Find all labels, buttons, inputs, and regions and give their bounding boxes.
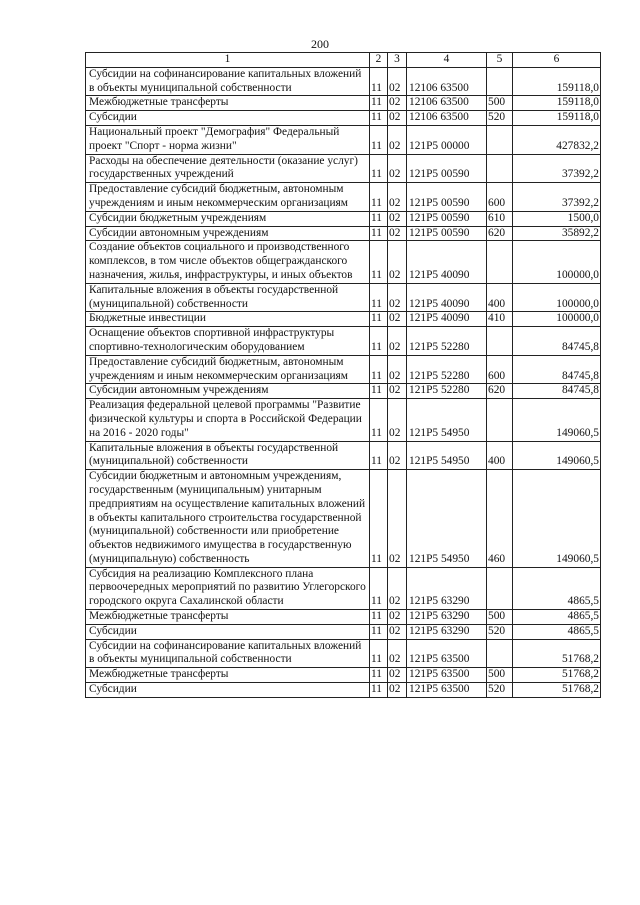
- table-row: [86, 327, 601, 356]
- row-target-code: 121P5 40090: [407, 283, 487, 312]
- row-expense-type: [487, 567, 513, 609]
- table-row: [86, 67, 601, 96]
- row-target-code: 121P5 00000: [407, 125, 487, 154]
- row-subsection: 02: [388, 355, 407, 384]
- row-subsection: 02: [388, 111, 407, 126]
- header-col-amount: 6: [513, 53, 601, 68]
- row-amount: 4865,5: [513, 624, 601, 639]
- row-target-code: 121P5 63500: [407, 683, 487, 698]
- row-target-code: 121P5 52280: [407, 327, 487, 356]
- row-amount: 4865,5: [513, 567, 601, 609]
- row-expense-type: 410: [487, 312, 513, 327]
- row-section: 11: [370, 327, 388, 356]
- row-subsection: 02: [388, 639, 407, 668]
- row-section: 11: [370, 283, 388, 312]
- table-row: [86, 111, 601, 126]
- row-name: Предоставление субсидий бюджетным, автономным учреждениям и иным некоммерческим организациям: [86, 355, 370, 384]
- row-subsection: 02: [388, 683, 407, 698]
- row-target-code: 121P5 63500: [407, 668, 487, 683]
- row-section: 11: [370, 624, 388, 639]
- table-row: [86, 399, 601, 441]
- row-name: Субсидии бюджетным и автономным учреждениям, государственным (муниципальным) унитарным предприятиям на осуществление капитальных вложений в объекты капитального строительства государственной (муниципальной) собственности или приобретение объектов недвижимого имущества в государственную (муниципальную) собственность: [86, 470, 370, 568]
- row-subsection: 02: [388, 441, 407, 470]
- row-section: 11: [370, 241, 388, 283]
- table-row: [86, 441, 601, 470]
- row-expense-type: 500: [487, 96, 513, 111]
- row-section: 11: [370, 470, 388, 568]
- budget-table: [85, 52, 601, 698]
- table-row: [86, 355, 601, 384]
- row-amount: 427832,2: [513, 125, 601, 154]
- row-section: 11: [370, 226, 388, 241]
- row-expense-type: 500: [487, 668, 513, 683]
- row-section: 11: [370, 183, 388, 212]
- row-expense-type: 500: [487, 610, 513, 625]
- row-name: Субсидия на реализацию Комплексного плана первоочередных мероприятий по развитию Углегорского городского округа Сахалинской области: [86, 567, 370, 609]
- row-subsection: 02: [388, 668, 407, 683]
- row-name: Межбюджетные трансферты: [86, 668, 370, 683]
- table-row: [86, 639, 601, 668]
- row-subsection: 02: [388, 96, 407, 111]
- row-name: Капитальные вложения в объекты государственной (муниципальной) собственности: [86, 441, 370, 470]
- row-target-code: 121P5 52280: [407, 384, 487, 399]
- row-subsection: 02: [388, 241, 407, 283]
- row-expense-type: 600: [487, 183, 513, 212]
- row-section: 11: [370, 610, 388, 625]
- row-name: Субсидии бюджетным учреждениям: [86, 211, 370, 226]
- row-subsection: 02: [388, 67, 407, 96]
- row-expense-type: [487, 399, 513, 441]
- page-number: 200: [311, 37, 329, 51]
- row-target-code: 121P5 40090: [407, 241, 487, 283]
- row-section: 11: [370, 567, 388, 609]
- table-row: [86, 125, 601, 154]
- row-subsection: 02: [388, 125, 407, 154]
- row-section: 11: [370, 67, 388, 96]
- row-name: Расходы на обеспечение деятельности (оказание услуг) государственных учреждений: [86, 154, 370, 183]
- row-subsection: 02: [388, 211, 407, 226]
- row-expense-type: [487, 241, 513, 283]
- row-name: Субсидии: [86, 111, 370, 126]
- row-amount: 84745,8: [513, 355, 601, 384]
- header-col-target-code: 4: [407, 53, 487, 68]
- row-amount: 100000,0: [513, 241, 601, 283]
- table-row: [86, 226, 601, 241]
- row-subsection: 02: [388, 610, 407, 625]
- row-target-code: 121P5 63290: [407, 624, 487, 639]
- row-name: Предоставление субсидий бюджетным, автономным учреждениям и иным некоммерческим организациям: [86, 183, 370, 212]
- row-name: Субсидии на софинансирование капитальных вложений в объекты муниципальной собственности: [86, 67, 370, 96]
- row-amount: 51768,2: [513, 668, 601, 683]
- row-amount: 159118,0: [513, 111, 601, 126]
- header-col-name: 1: [86, 53, 370, 68]
- header-col-expense-type: 5: [487, 53, 513, 68]
- table-body: [86, 67, 601, 697]
- row-amount: 1500,0: [513, 211, 601, 226]
- row-name: Реализация федеральной целевой программы "Развитие физической культуры и спорта в Российской Федерации на 2016 - 2020 годы": [86, 399, 370, 441]
- row-target-code: 121P5 00590: [407, 211, 487, 226]
- row-name: Капитальные вложения в объекты государственной (муниципальной) собственности: [86, 283, 370, 312]
- table-row: [86, 470, 601, 568]
- row-name: Субсидии на софинансирование капитальных вложений в объекты муниципальной собственности: [86, 639, 370, 668]
- row-amount: 84745,8: [513, 327, 601, 356]
- row-name: Субсидии: [86, 683, 370, 698]
- row-subsection: 02: [388, 567, 407, 609]
- row-target-code: 12106 63500: [407, 67, 487, 96]
- row-section: 11: [370, 384, 388, 399]
- row-amount: 149060,5: [513, 470, 601, 568]
- row-expense-type: [487, 67, 513, 96]
- row-name: Субсидии автономным учреждениям: [86, 384, 370, 399]
- row-amount: 37392,2: [513, 183, 601, 212]
- row-amount: 35892,2: [513, 226, 601, 241]
- row-name: Создание объектов социального и производственного комплексов, в том числе объектов общегражданского назначения, жилья, инфраструктуры, и иных объектов: [86, 241, 370, 283]
- row-amount: 100000,0: [513, 312, 601, 327]
- row-expense-type: 520: [487, 111, 513, 126]
- row-amount: 159118,0: [513, 96, 601, 111]
- row-name: Субсидии: [86, 624, 370, 639]
- row-amount: 4865,5: [513, 610, 601, 625]
- row-expense-type: 460: [487, 470, 513, 568]
- table-row: [86, 312, 601, 327]
- row-subsection: 02: [388, 327, 407, 356]
- row-amount: 149060,5: [513, 399, 601, 441]
- row-name: Национальный проект "Демография" Федеральный проект "Спорт - норма жизни": [86, 125, 370, 154]
- row-amount: 159118,0: [513, 67, 601, 96]
- row-target-code: 121P5 00590: [407, 183, 487, 212]
- row-amount: 149060,5: [513, 441, 601, 470]
- row-subsection: 02: [388, 312, 407, 327]
- row-subsection: 02: [388, 384, 407, 399]
- row-amount: 51768,2: [513, 683, 601, 698]
- row-name: Субсидии автономным учреждениям: [86, 226, 370, 241]
- row-expense-type: 620: [487, 384, 513, 399]
- row-subsection: 02: [388, 624, 407, 639]
- row-expense-type: [487, 639, 513, 668]
- table-row: [86, 283, 601, 312]
- row-subsection: 02: [388, 283, 407, 312]
- row-section: 11: [370, 639, 388, 668]
- row-section: 11: [370, 96, 388, 111]
- table-row: [86, 96, 601, 111]
- row-section: 11: [370, 441, 388, 470]
- row-expense-type: [487, 154, 513, 183]
- row-target-code: 121P5 54950: [407, 441, 487, 470]
- row-section: 11: [370, 312, 388, 327]
- table-row: [86, 610, 601, 625]
- row-target-code: 121P5 40090: [407, 312, 487, 327]
- header-row: [86, 53, 601, 68]
- row-target-code: 121P5 52280: [407, 355, 487, 384]
- row-section: 11: [370, 668, 388, 683]
- row-amount: 84745,8: [513, 384, 601, 399]
- table-row: [86, 683, 601, 698]
- row-subsection: 02: [388, 399, 407, 441]
- row-section: 11: [370, 355, 388, 384]
- header-col-section: 2: [370, 53, 388, 68]
- row-subsection: 02: [388, 470, 407, 568]
- table-row: [86, 624, 601, 639]
- row-amount: 51768,2: [513, 639, 601, 668]
- row-subsection: 02: [388, 226, 407, 241]
- row-target-code: 121P5 63500: [407, 639, 487, 668]
- row-expense-type: 520: [487, 683, 513, 698]
- row-name: Межбюджетные трансферты: [86, 96, 370, 111]
- row-amount: 100000,0: [513, 283, 601, 312]
- row-target-code: 12106 63500: [407, 96, 487, 111]
- row-name: Бюджетные инвестиции: [86, 312, 370, 327]
- row-section: 11: [370, 211, 388, 226]
- row-expense-type: 400: [487, 441, 513, 470]
- row-name: Межбюджетные трансферты: [86, 610, 370, 625]
- row-target-code: 121P5 00590: [407, 154, 487, 183]
- row-section: 11: [370, 111, 388, 126]
- row-target-code: 121P5 63290: [407, 610, 487, 625]
- row-target-code: 121P5 63290: [407, 567, 487, 609]
- row-expense-type: 600: [487, 355, 513, 384]
- row-expense-type: [487, 125, 513, 154]
- row-target-code: 121P5 54950: [407, 470, 487, 568]
- row-expense-type: 620: [487, 226, 513, 241]
- row-section: 11: [370, 154, 388, 183]
- table-row: [86, 668, 601, 683]
- table-row: [86, 183, 601, 212]
- row-section: 11: [370, 399, 388, 441]
- row-target-code: 121P5 54950: [407, 399, 487, 441]
- row-subsection: 02: [388, 154, 407, 183]
- row-expense-type: 520: [487, 624, 513, 639]
- row-expense-type: 400: [487, 283, 513, 312]
- table-row: [86, 384, 601, 399]
- row-expense-type: [487, 327, 513, 356]
- table-row: [86, 241, 601, 283]
- row-target-code: 121P5 00590: [407, 226, 487, 241]
- row-subsection: 02: [388, 183, 407, 212]
- header-col-subsection: 3: [388, 53, 407, 68]
- row-section: 11: [370, 683, 388, 698]
- row-expense-type: 610: [487, 211, 513, 226]
- row-amount: 37392,2: [513, 154, 601, 183]
- row-section: 11: [370, 125, 388, 154]
- table-row: [86, 211, 601, 226]
- row-name: Оснащение объектов спортивной инфраструктуры спортивно-технологическим оборудованием: [86, 327, 370, 356]
- table-row: [86, 154, 601, 183]
- table-row: [86, 567, 601, 609]
- row-target-code: 12106 63500: [407, 111, 487, 126]
